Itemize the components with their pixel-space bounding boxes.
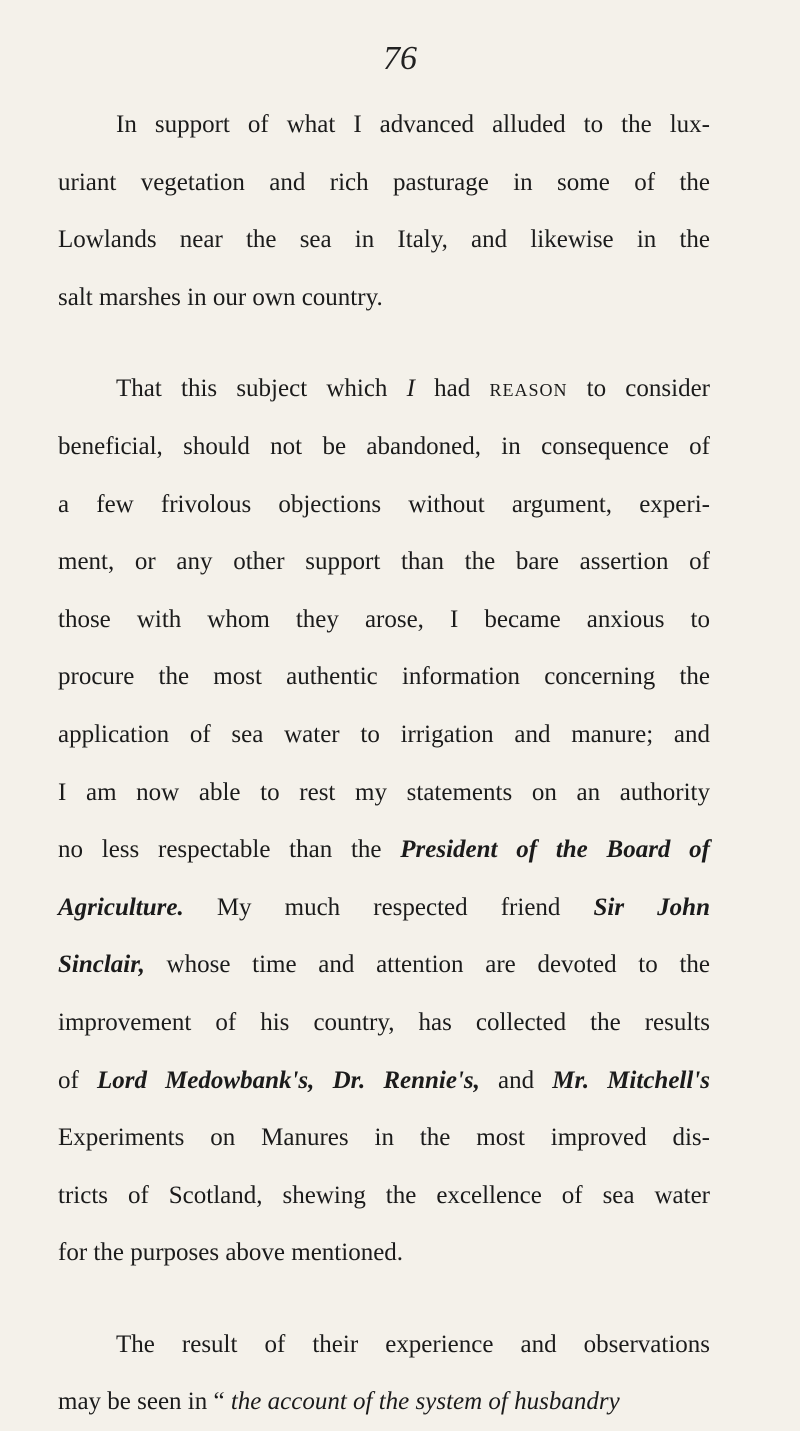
text-line: The result of their experience and observations: [116, 1330, 710, 1358]
italic-name: Lord Medowbank's,: [96, 1066, 315, 1094]
text-line: [58, 1373, 710, 1431]
text-line: Experiments on Manures in the most improved dis-: [58, 1124, 710, 1152]
text-line: tricts of Scotland, shewing the excellence of sea water: [58, 1181, 710, 1209]
small-caps-word: reason: [489, 375, 568, 403]
text-line: procure the most authentic information concerning the: [58, 663, 710, 691]
text-line: for the purposes above mentioned.: [58, 1239, 404, 1267]
text-line: [58, 360, 710, 418]
body-text: [58, 96, 710, 1431]
text-run: My much respected friend: [183, 893, 594, 921]
italic-title: Agriculture.: [58, 893, 184, 921]
italic-name: Mr. Mitchell's: [552, 1066, 710, 1094]
italic-name: Dr. Rennie's,: [332, 1066, 480, 1094]
italic-title: the account of the system of husbandry: [230, 1388, 620, 1416]
text-line: salt marshes in our own country.: [58, 283, 383, 311]
text-run: That this subject which: [116, 375, 407, 403]
text-line: application of sea water to irrigation and manure; and: [58, 720, 710, 748]
text-line: [58, 879, 710, 937]
italic-name: Sir John: [593, 893, 710, 921]
text-line: Lowlands near the sea in Italy, and likewise in the: [58, 226, 710, 254]
italic-pronoun: I: [406, 375, 415, 403]
text-line: [58, 821, 710, 879]
italic-title: President of the Board of: [400, 836, 711, 864]
text-line: a few frivolous objections without argument, experi-: [58, 490, 710, 518]
text-line: those with whom they arose, I became anxious to: [58, 605, 710, 633]
text-run: may be seen in “: [58, 1388, 231, 1416]
text-line: improvement of his country, has collected the results: [58, 1008, 710, 1036]
text-line: I am now able to rest my statements on an authority: [58, 778, 710, 806]
text-run: had: [414, 375, 490, 403]
italic-name: Sinclair,: [58, 951, 145, 979]
text-line: [58, 1052, 710, 1110]
text-line: uriant vegetation and rich pasturage in some of the: [58, 168, 710, 196]
text-run: to consider: [567, 375, 710, 403]
paragraph-gap: [58, 326, 710, 360]
text-run: of: [58, 1066, 97, 1094]
paragraph-gap: [58, 1282, 710, 1316]
text-line: beneficial, should not be abandoned, in consequence of: [58, 432, 710, 460]
text-line: [58, 936, 710, 994]
page-number: 76: [383, 40, 417, 77]
text-run: and: [479, 1066, 553, 1094]
text-line: In support of what I advanced alluded to the lux-: [116, 111, 710, 138]
text-line: ment, or any other support than the bare assertion of: [58, 548, 710, 576]
text-run: whose time and attention are devoted to the: [144, 951, 710, 979]
text-run: [314, 1067, 332, 1094]
text-run: no less respectable than the: [58, 836, 401, 864]
